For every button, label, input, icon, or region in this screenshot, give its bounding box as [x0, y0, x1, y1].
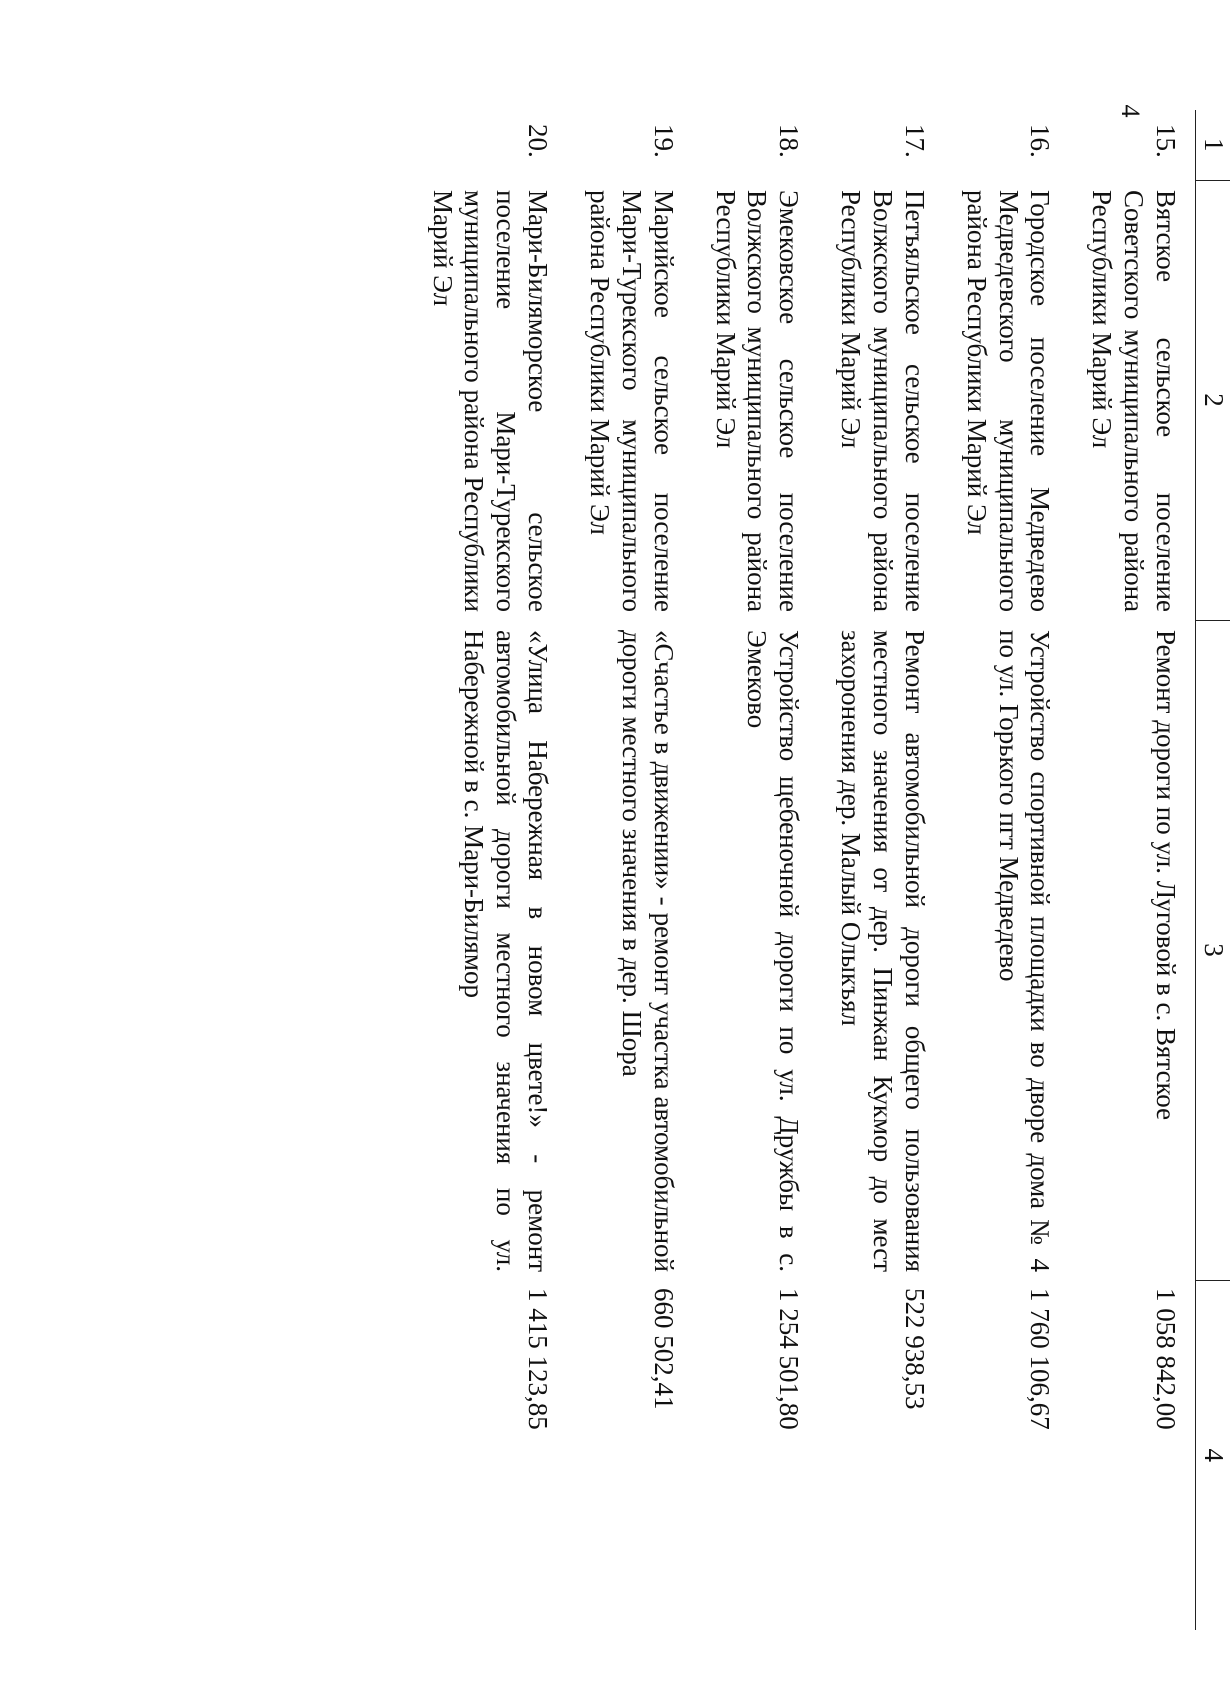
row-number: 15.: [1151, 124, 1181, 158]
settlement-name: Вятское сельское поселение Советского муниципального района Республики Марий Эл: [1087, 190, 1181, 612]
table-row: [944, 110, 1070, 1630]
settlement-name: Мари-Биляморское сельское поселение Мари-Турекского муниципального района Республики Марий Эл: [427, 190, 554, 612]
table-row: [693, 110, 819, 1630]
project-description: Устройство щебеночной дороги по ул. Дружбы в с. Эмеково: [742, 630, 805, 1272]
settlement-name: Городское поселение Медведево Медведевского муниципального района Республики Марий Эл: [961, 190, 1056, 612]
project-amount: 660 502,41: [648, 1288, 679, 1410]
project-amount: 1 760 106,67: [1025, 1288, 1056, 1430]
project-amount: 522 938,53: [899, 1288, 930, 1410]
table-row: [567, 110, 693, 1630]
row-number: 18.: [774, 124, 805, 158]
project-description: Ремонт дороги по ул. Луговой в с. Вятское: [1151, 630, 1181, 1121]
row-number: 16.: [1025, 124, 1056, 158]
row-number: 17.: [899, 124, 930, 158]
settlement-name: Марийское сельское поселение Мари-Турекского муниципального района Республики Марий Эл: [584, 190, 679, 612]
project-description: Устройство спортивной площадки во дворе дома № 4 по ул. Горького пгт Медведево: [993, 630, 1056, 1272]
table-row: [818, 110, 944, 1630]
project-description: Ремонт автомобильной дороги общего пользования местного значения от дер. Пинжан Кукмор до мест захоронения дер. Малый Олыкъял: [836, 630, 930, 1272]
column-header-amount: 4: [1196, 1280, 1230, 1630]
project-description: «Счастье в движении» - ремонт участка автомобильной дороги местного значения в дер. Шора: [616, 630, 679, 1272]
project-amount: 1 058 842,00: [1151, 1288, 1181, 1430]
settlement-name: Петъяльское сельское поселение Волжского муниципального района Республики Марий Эл: [836, 190, 930, 612]
project-description: «Улица Набережная в новом цвете!» - ремонт автомобильной дороги местного значения по ул. Набережной в с. Мари-Билямор: [459, 630, 554, 1272]
projects-table: [410, 110, 1230, 1630]
row-number: 20.: [523, 124, 554, 158]
table-row: [1069, 110, 1195, 1630]
project-amount: 1 254 501,80: [774, 1288, 805, 1430]
table-header-row: [1196, 110, 1230, 1630]
column-header-number: 1: [1196, 110, 1230, 180]
row-number: 19.: [648, 124, 679, 158]
column-header-settlement: 2: [1196, 180, 1230, 620]
settlement-name: Эмековское сельское поселение Волжского муниципального района Республики Марий Эл: [710, 190, 805, 612]
project-amount: 1 415 123,85: [523, 1288, 554, 1430]
rotated-table-container: [210, 110, 1230, 1630]
table-row: [410, 110, 567, 1630]
page-number: 4: [1116, 104, 1145, 118]
column-header-project: 3: [1196, 620, 1230, 1280]
